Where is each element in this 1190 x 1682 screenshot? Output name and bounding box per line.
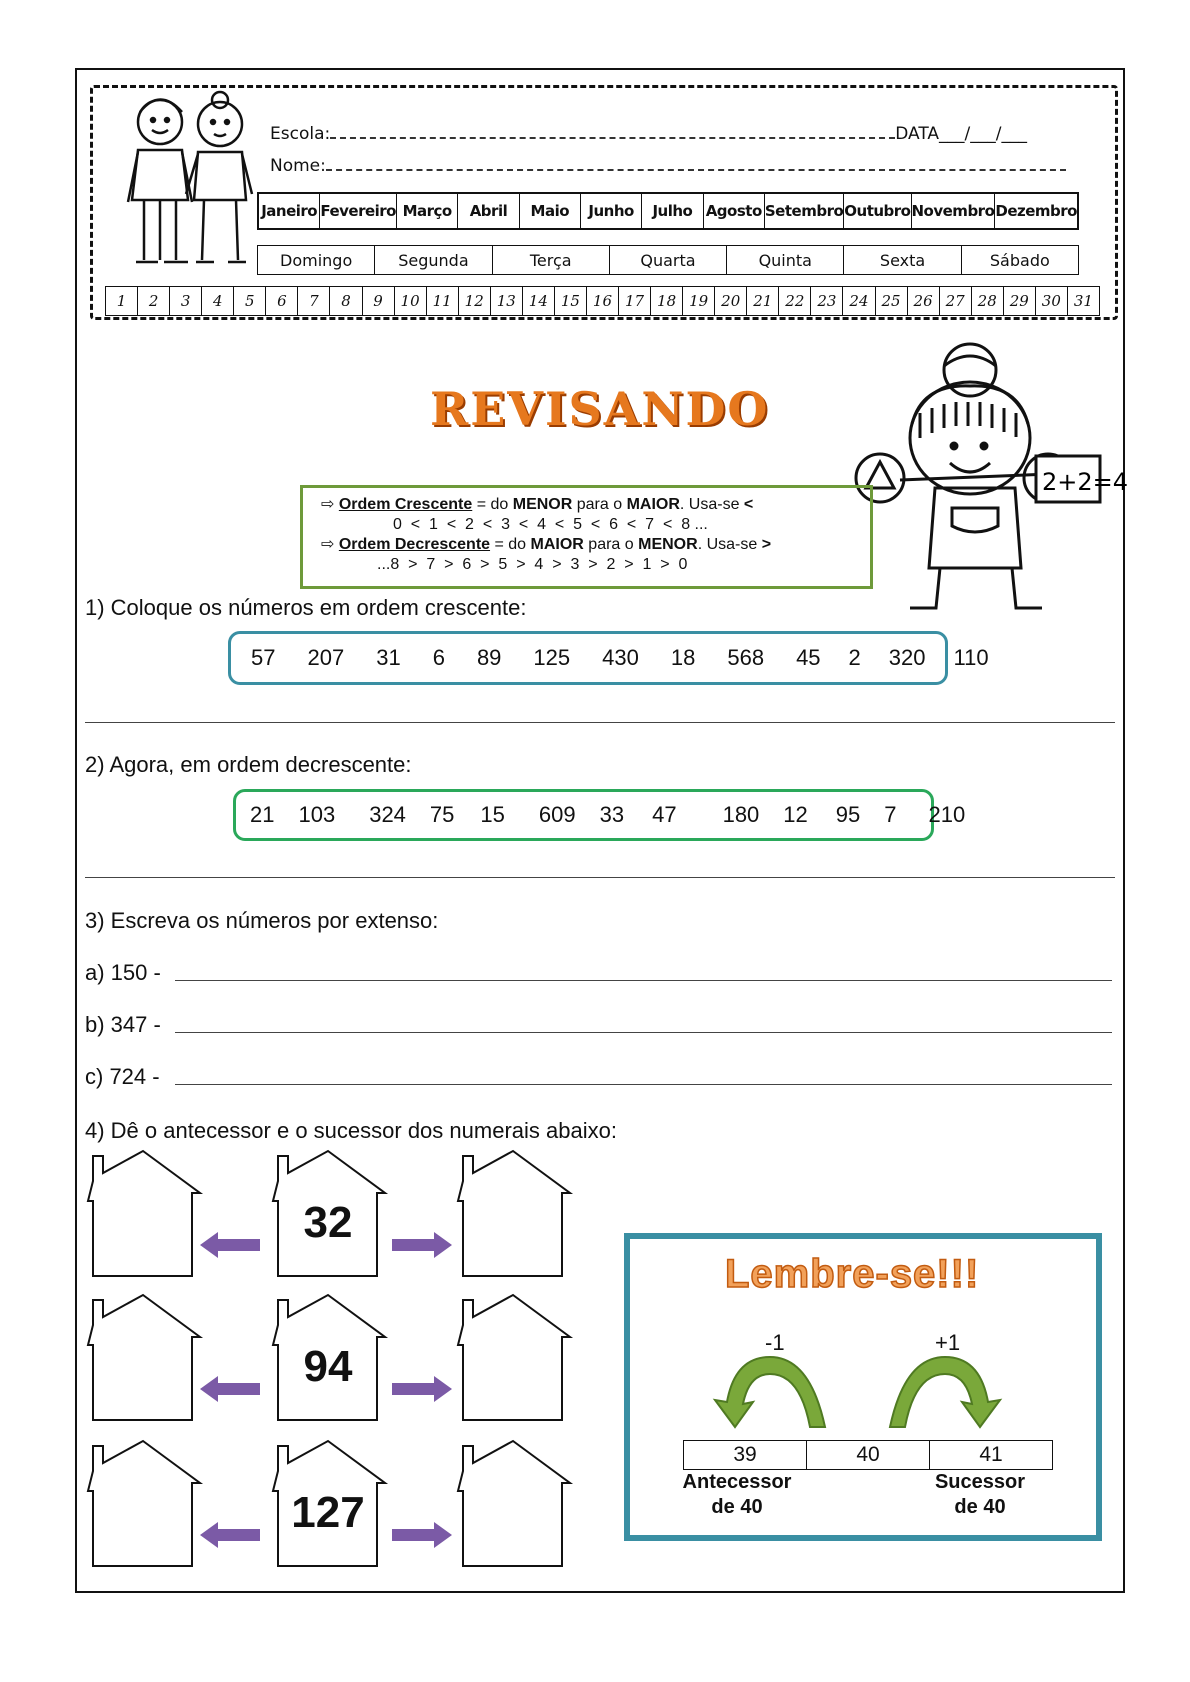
day-cell[interactable]: 18 bbox=[651, 287, 683, 315]
day-cell[interactable]: 22 bbox=[779, 287, 811, 315]
month-cell[interactable]: Maio bbox=[520, 194, 581, 228]
number-line-cell: 40 bbox=[807, 1441, 930, 1469]
day-cell[interactable]: 10 bbox=[395, 287, 427, 315]
question-2: 2) Agora, em ordem decrescente: bbox=[85, 752, 412, 777]
arrow-right-icon bbox=[390, 1230, 452, 1260]
q3-answer-line-b[interactable] bbox=[175, 1032, 1112, 1033]
number-item: 103 bbox=[298, 802, 336, 827]
day-cell[interactable]: 11 bbox=[427, 287, 459, 315]
month-cell[interactable]: Julho bbox=[642, 194, 703, 228]
arrow-icon: ⇨ bbox=[321, 496, 335, 513]
number-item: 7 bbox=[884, 802, 897, 827]
month-cell[interactable]: Outubro bbox=[844, 194, 911, 228]
weekday-cell[interactable]: Domingo bbox=[258, 246, 375, 274]
number-item: 45 bbox=[796, 645, 821, 670]
number-item: 12 bbox=[783, 802, 808, 827]
house-successor[interactable] bbox=[455, 1438, 573, 1570]
number-item: 207 bbox=[307, 645, 345, 670]
month-cell[interactable]: Março bbox=[397, 194, 458, 228]
number-item: 210 bbox=[928, 802, 966, 827]
month-cell[interactable]: Fevereiro bbox=[320, 194, 397, 228]
number-line bbox=[683, 1440, 1053, 1470]
day-cell[interactable]: 2 bbox=[138, 287, 170, 315]
number-item: 57 bbox=[251, 645, 276, 670]
month-cell[interactable]: Janeiro bbox=[259, 194, 320, 228]
q1-number-box bbox=[228, 631, 989, 685]
day-cell[interactable]: 6 bbox=[266, 287, 298, 315]
day-cell[interactable]: 15 bbox=[555, 287, 587, 315]
day-cell[interactable]: 20 bbox=[715, 287, 747, 315]
house-number-label: 127 bbox=[291, 1488, 365, 1537]
school-field[interactable]: Escola: DATA___/___/___ bbox=[270, 124, 1027, 144]
question-1: 1) Coloque os números em ordem crescente: bbox=[85, 595, 527, 620]
rule-box: ⇨ Ordem Crescente = do MENOR para o MAIOR. Usa-se < 0 < 1 < 2 < 3 < 4 < 5 < 6 < 7 < 8 ... ⇨ Ordem Decrescente = do MAIOR para o MENOR. Usa-se > ...8 > 7 > 6 > 5 > 4 > 3 > 2 > 1 > 0 bbox=[300, 485, 873, 589]
weekday-cell[interactable]: Quarta bbox=[610, 246, 727, 274]
day-cell[interactable]: 23 bbox=[811, 287, 843, 315]
number-item: 75 bbox=[429, 802, 455, 827]
arrow-left-icon bbox=[200, 1374, 262, 1404]
number-item: 95 bbox=[835, 802, 861, 827]
day-cell[interactable]: 12 bbox=[459, 287, 491, 315]
curved-arrow-right-icon bbox=[890, 1357, 1000, 1427]
remember-title: Lembre-se!!! bbox=[725, 1252, 980, 1296]
day-cell[interactable]: 24 bbox=[843, 287, 875, 315]
number-item: 15 bbox=[480, 802, 505, 827]
month-cell[interactable]: Abril bbox=[458, 194, 519, 228]
day-cell[interactable]: 8 bbox=[330, 287, 362, 315]
number-item: 568 bbox=[727, 645, 765, 670]
day-cell[interactable]: 4 bbox=[202, 287, 234, 315]
curved-arrow-left-icon bbox=[715, 1357, 825, 1427]
number-item: 33 bbox=[599, 802, 625, 827]
question-3: 3) Escreva os números por extenso: bbox=[85, 908, 439, 933]
weekday-cell[interactable]: Segunda bbox=[375, 246, 492, 274]
board-text: 2+2=4 bbox=[1042, 468, 1129, 496]
q2-answer-line[interactable] bbox=[85, 877, 1115, 878]
day-cell[interactable]: 16 bbox=[587, 287, 619, 315]
number-item: 21 bbox=[250, 802, 275, 827]
successor-label: Sucessor de 40 bbox=[934, 1471, 1026, 1518]
number-item: 18 bbox=[670, 645, 696, 670]
arrow-right-icon bbox=[390, 1374, 452, 1404]
house-successor[interactable] bbox=[455, 1292, 573, 1424]
weekday-cell[interactable]: Quinta bbox=[727, 246, 844, 274]
month-cell[interactable]: Junho bbox=[581, 194, 642, 228]
number-item: 320 bbox=[888, 645, 926, 670]
weekday-cell[interactable]: Sexta bbox=[844, 246, 961, 274]
day-cell[interactable]: 27 bbox=[940, 287, 972, 315]
arrow-left-icon bbox=[200, 1230, 262, 1260]
q2-number-box bbox=[233, 789, 966, 841]
house-number-label: 32 bbox=[303, 1198, 353, 1247]
weekdays-row bbox=[257, 245, 1079, 275]
number-item: 89 bbox=[476, 645, 502, 670]
month-cell[interactable]: Dezembro bbox=[995, 202, 1077, 220]
children-illustration bbox=[120, 92, 255, 282]
day-cell[interactable]: 25 bbox=[876, 287, 908, 315]
day-cell[interactable]: 31 bbox=[1073, 292, 1093, 310]
page-title: REVISANDO bbox=[430, 382, 770, 436]
q3-item-a: a) 150 - bbox=[85, 960, 161, 985]
number-item: 430 bbox=[602, 645, 639, 670]
number-item: 47 bbox=[652, 802, 677, 827]
number-item: 609 bbox=[538, 802, 576, 827]
day-cell[interactable]: 3 bbox=[170, 287, 202, 315]
month-cell[interactable]: Setembro bbox=[765, 194, 844, 228]
number-item: 110 bbox=[953, 645, 989, 670]
weekday-cell[interactable]: Sábado bbox=[989, 250, 1050, 270]
decrescente-sequence: ...8 > 7 > 6 > 5 > 4 > 3 > 2 > 1 > 0 bbox=[377, 556, 688, 573]
date-field[interactable]: DATA___/___/___ bbox=[895, 124, 1027, 144]
number-item: 6 bbox=[432, 645, 445, 670]
predecessor-label: Antecessor de 40 bbox=[682, 1471, 792, 1518]
question-4: 4) Dê o antecessor e o sucessor dos numerais abaixo: bbox=[85, 1118, 617, 1143]
day-cell[interactable]: 14 bbox=[523, 287, 555, 315]
day-cell[interactable]: 17 bbox=[619, 287, 651, 315]
arrow-left-icon bbox=[200, 1520, 262, 1550]
day-cell[interactable]: 13 bbox=[491, 287, 523, 315]
day-cell[interactable]: 26 bbox=[908, 287, 940, 315]
day-cell[interactable]: 29 bbox=[1004, 287, 1036, 315]
day-cell[interactable]: 9 bbox=[363, 287, 395, 315]
q3-answer-line-c[interactable] bbox=[175, 1084, 1112, 1085]
number-line-cell: 41 bbox=[979, 1443, 1003, 1466]
number-item: 180 bbox=[722, 802, 760, 827]
weekday-cell[interactable]: Terça bbox=[493, 246, 610, 274]
number-line-cell: 39 bbox=[684, 1441, 807, 1469]
curved-arrows bbox=[715, 1352, 1015, 1432]
arrow-icon: ⇨ bbox=[321, 536, 335, 553]
day-cell[interactable]: 28 bbox=[972, 287, 1004, 315]
months-row bbox=[257, 192, 1079, 230]
house-predecessor[interactable] bbox=[85, 1292, 203, 1424]
house-number-label: 94 bbox=[303, 1342, 353, 1391]
plus-one-label: +1 bbox=[935, 1330, 961, 1355]
minus-one-label: -1 bbox=[765, 1330, 785, 1355]
day-cell[interactable]: 1 bbox=[106, 287, 138, 315]
arrow-right-icon bbox=[390, 1520, 452, 1550]
number-item: 2 bbox=[848, 645, 861, 670]
number-item: 324 bbox=[369, 802, 406, 827]
number-item: 31 bbox=[376, 645, 401, 670]
name-field[interactable]: Nome: bbox=[270, 156, 1066, 176]
q1-answer-line[interactable] bbox=[85, 722, 1115, 723]
day-cell[interactable]: 21 bbox=[747, 287, 779, 315]
day-cell[interactable]: 19 bbox=[683, 287, 715, 315]
q3-item-c: c) 724 - bbox=[85, 1064, 160, 1089]
crescente-sequence: 0 < 1 < 2 < 3 < 4 < 5 < 6 < 7 < 8 ... bbox=[393, 516, 708, 533]
days-row bbox=[105, 286, 1100, 316]
number-item: 125 bbox=[533, 645, 571, 670]
q3-answer-line-a[interactable] bbox=[175, 980, 1112, 981]
day-cell[interactable]: 7 bbox=[298, 287, 330, 315]
house-successor[interactable] bbox=[455, 1148, 573, 1280]
month-cell[interactable]: Novembro bbox=[912, 194, 996, 228]
girl-illustration bbox=[860, 338, 1129, 638]
month-cell[interactable]: Agosto bbox=[704, 194, 765, 228]
house-predecessor[interactable] bbox=[85, 1148, 203, 1280]
house-predecessor[interactable] bbox=[85, 1438, 203, 1570]
q3-item-b: b) 347 - bbox=[85, 1012, 161, 1037]
day-cell[interactable]: 5 bbox=[234, 287, 266, 315]
day-cell[interactable]: 30 bbox=[1036, 287, 1068, 315]
